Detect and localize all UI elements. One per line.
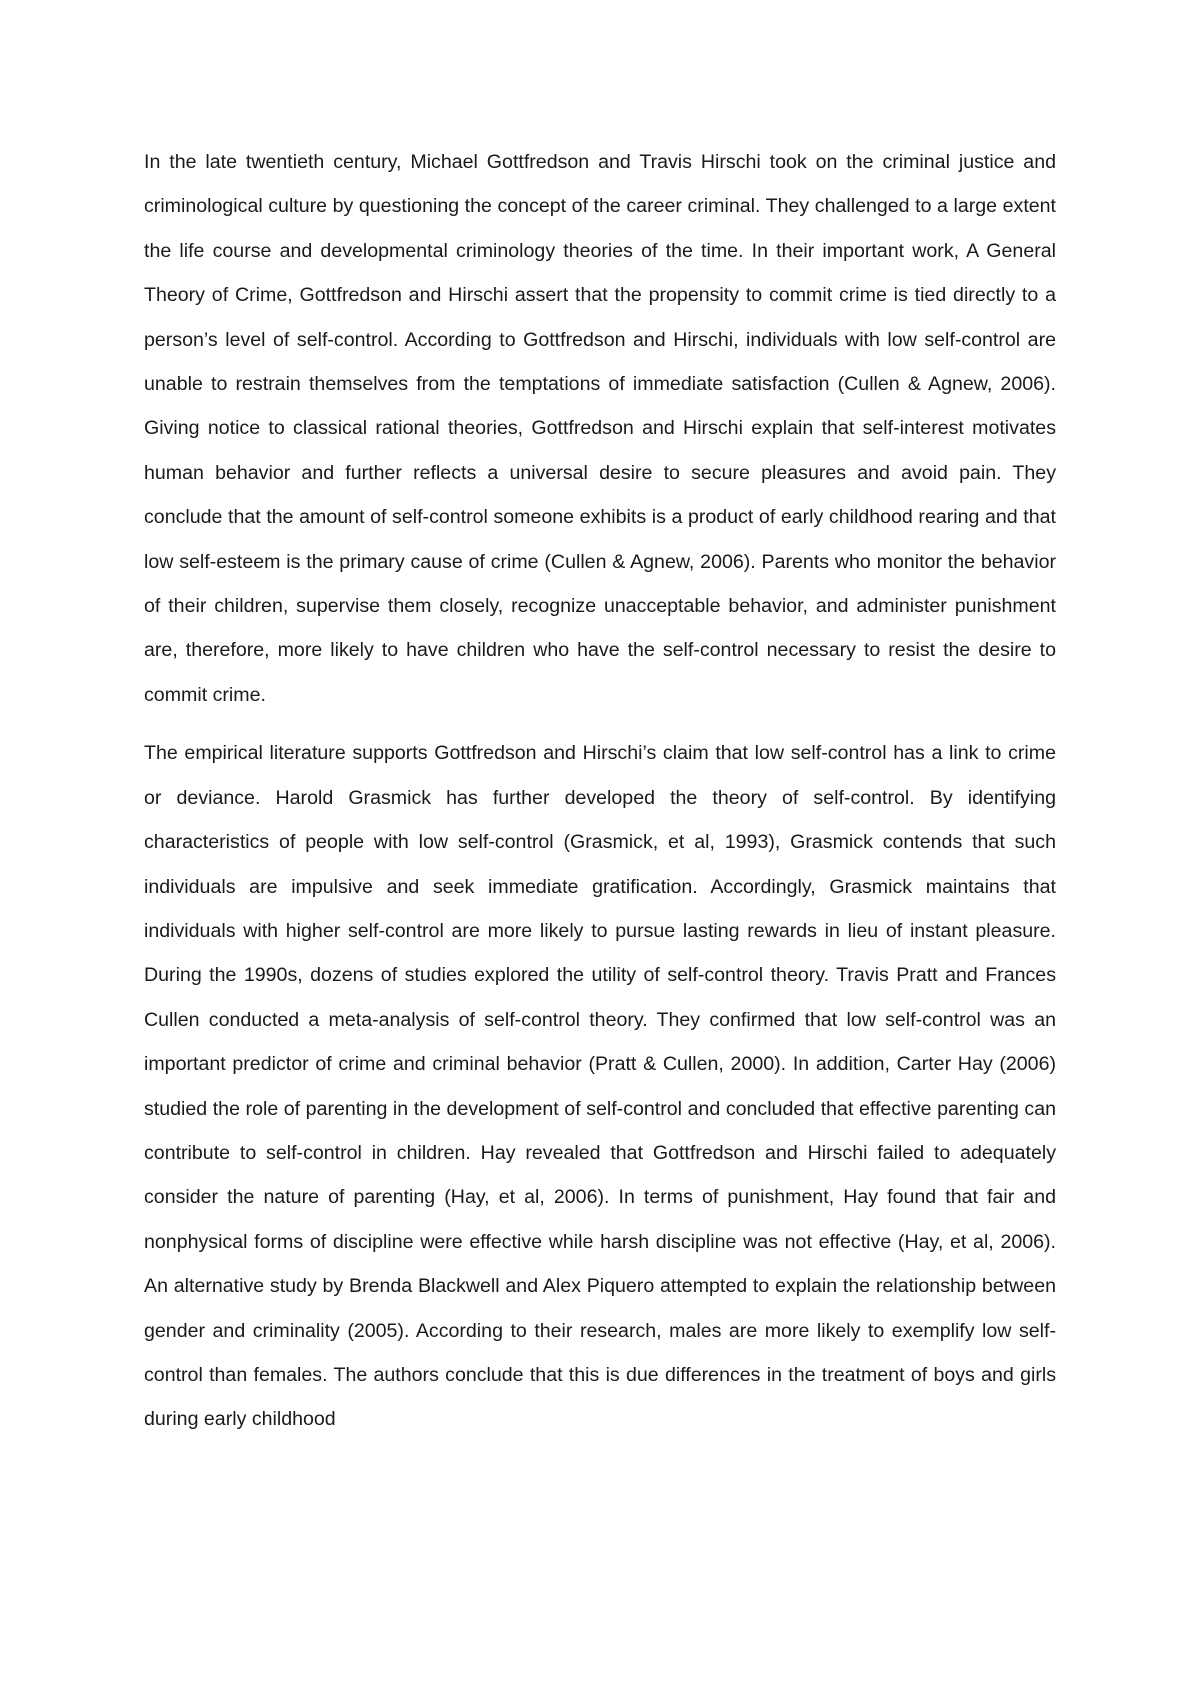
paragraph-1: In the late twentieth century, Michael Gottfredson and Travis Hirschi took on the criminal justice and criminological culture by questioning the concept of the career criminal. They challenged to a large extent the life course and developmental criminology theories of the time. In their important work, A General Theory of Crime, Gottfredson and Hirschi assert that the propensity to commit crime is tied directly to a person’s level of self-control. According to Gottfredson and Hirschi, individuals with low self-control are unable to restrain themselves from the temptations of immediate satisfaction (Cullen & Agnew, 2006). Giving notice to classical rational theories, Gottfredson and Hirschi explain that self-interest motivates human behavior and further reflects a universal desire to secure pleasures and avoid pain. They conclude that the amount of self-control someone exhibits is a product of early childhood rearing and that low self-esteem is the primary cause of crime (Cullen & Agnew, 2006). Parents who monitor the behavior of their children, supervise them closely, recognize unacceptable behavior, and administer punishment are, therefore, more likely to have children who have the self-control necessary to resist the desire to commit crime. [144,151,1056,706]
body-text [144,140,1056,1442]
paragraph-2: The empirical literature supports Gottfredson and Hirschi’s claim that low self-control has a link to crime or deviance. Harold Grasmick has further developed the theory of self-control. By identifying characteristics of people with low self-control (Grasmick, et al, 1993), Grasmick contends that such individuals are impulsive and seek immediate gratification. Accordingly, Grasmick maintains that individuals with higher self-control are more likely to pursue lasting rewards in lieu of instant pleasure. During the 1990s, dozens of studies explored the utility of self-control theory. Travis Pratt and Frances Cullen conducted a meta-analysis of self-control theory. They confirmed that low self-control was an important predictor of crime and criminal behavior (Pratt & Cullen, 2000). In addition, Carter Hay (2006) studied the role of parenting in the development of self-control and concluded that effective parenting can contribute to self-control in children. Hay revealed that Gottfredson and Hirschi failed to adequately consider the nature of parenting (Hay, et al, 2006). In terms of punishment, Hay found that fair and nonphysical forms of discipline were effective while harsh discipline was not effective (Hay, et al, 2006). An alternative study by Brenda Blackwell and Alex Piquero attempted to explain the relationship between gender and criminality (2005). According to their research, males are more likely to exemplify low self-control than females. The authors conclude that this is due differences in the treatment of boys and girls during early childhood [144,742,1056,1431]
